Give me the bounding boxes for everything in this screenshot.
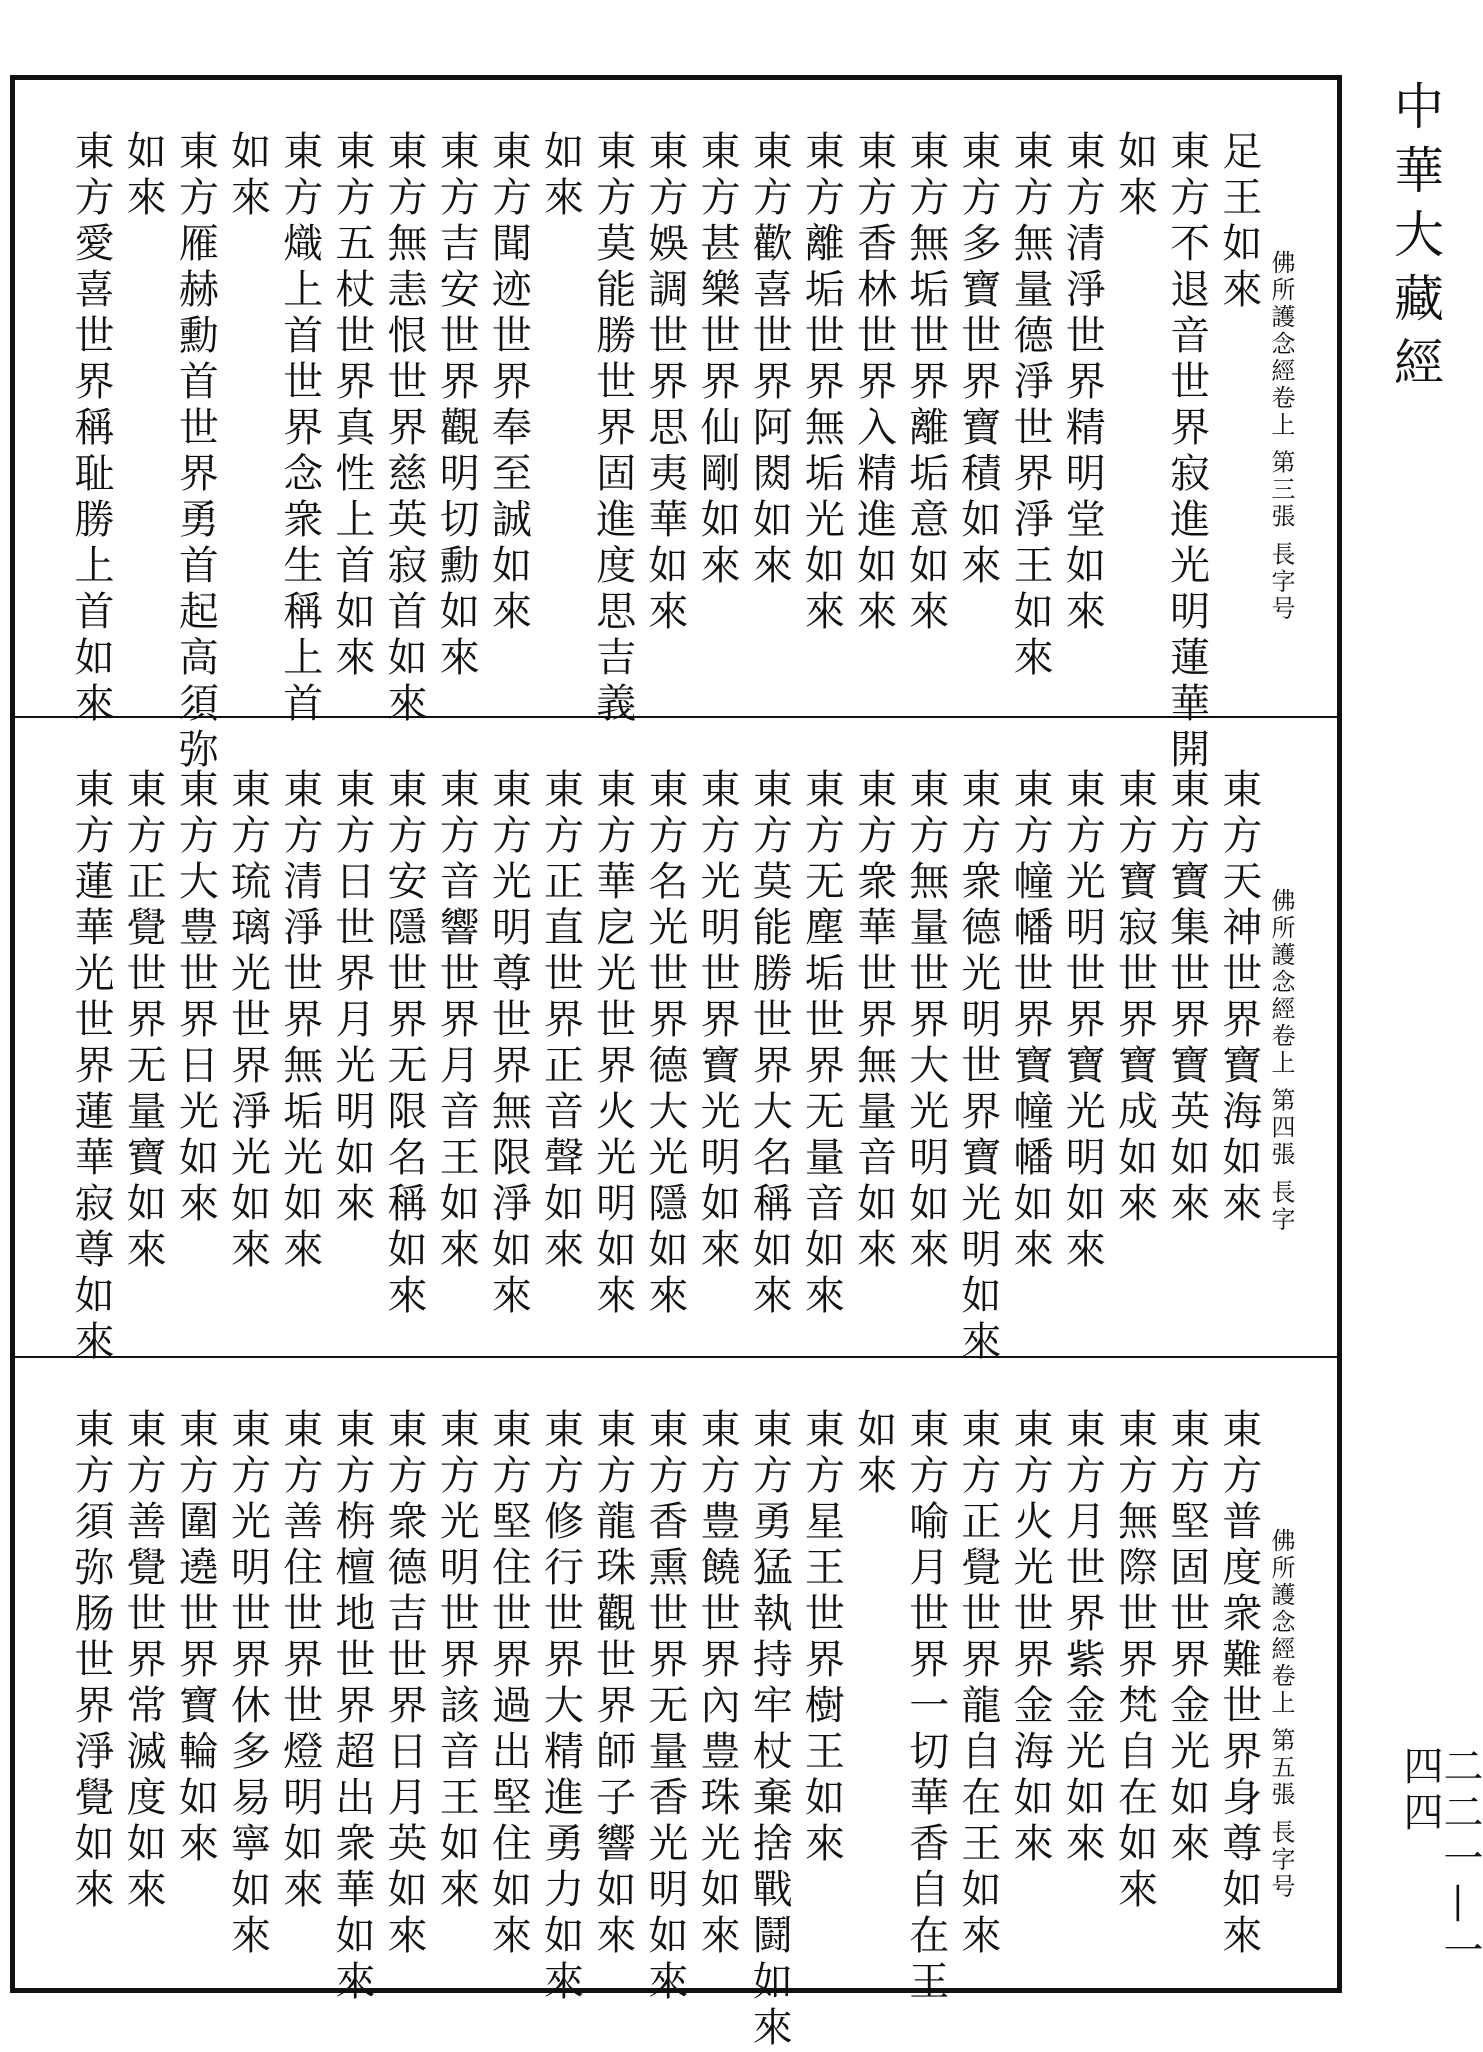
scripture-panel-3	[15, 1358, 1337, 2052]
text-line: 東方栴檀地世界超出衆華如來	[328, 1408, 375, 2006]
text-line: 東方圍遶世界寶輪如來	[172, 1408, 219, 1868]
text-line: 東方正覺世界无量寶如來	[120, 768, 167, 1274]
text-line: 東方月世界紫金光如來	[1059, 1408, 1106, 1868]
text-line: 東方堅住世界過出堅住如來	[485, 1408, 532, 1960]
text-line: 東方堅固世界金光如來	[1163, 1408, 1210, 1868]
text-line: 東方衆德光明世界寶光明如來	[954, 768, 1001, 1366]
text-line: 如來	[224, 130, 271, 222]
text-line: 足王如來	[1215, 130, 1262, 314]
text-line: 東方普度衆難世界身尊如來	[1215, 1408, 1262, 1960]
text-line: 東方天神世界寶海如來	[1215, 768, 1262, 1228]
page-number: 二二一—一四四	[1397, 1745, 1483, 1975]
text-line: 東方蓮華光世界蓮華寂尊如來	[68, 768, 114, 1366]
text-line: 東方無恚恨世界慈英寂首如來	[381, 130, 428, 728]
text-line: 東方琉璃光世界淨光如來	[224, 768, 271, 1274]
text-line: 東方名光世界德大光隱如來	[641, 768, 688, 1320]
text-line: 東方清淨世界無垢光如來	[276, 768, 323, 1274]
text-line: 東方華戹光世界火光明如來	[589, 768, 636, 1320]
text-line: 東方須弥肠世界淨覺如來	[68, 1408, 114, 1914]
collection-title: 中華大藏經	[1386, 80, 1444, 400]
text-line: 東方寶集世界寶英如來	[1163, 768, 1210, 1228]
text-line: 東方無際世界梵自在如來	[1111, 1408, 1158, 1914]
text-line: 東方清淨世界精明堂如來	[1059, 130, 1106, 636]
scripture-panel-2	[15, 718, 1337, 1366]
text-line: 東方無量世界大光明如來	[902, 768, 949, 1274]
text-line: 如來	[537, 130, 584, 222]
text-line: 東方熾上首世界念衆生稱上首	[276, 130, 323, 728]
text-line: 東方甚樂世界仙剛如來	[694, 130, 741, 590]
text-line: 如來	[1111, 130, 1158, 222]
text-line: 東方歡喜世界阿閦如來	[746, 130, 793, 590]
text-line: 東方光明世界休多易寧如來	[224, 1408, 271, 1960]
text-line: 東方善覺世界常滅度如來	[120, 1408, 167, 1914]
text-line: 東方不退音世界寂進光明蓮華開	[1163, 130, 1210, 774]
text-line: 東方光明世界寶光明如來	[694, 768, 741, 1274]
text-line: 東方莫能勝世界大名稱如來	[746, 768, 793, 1320]
folio-header: 佛所護念經卷上 第三張 長字号	[1266, 250, 1295, 623]
text-columns	[65, 130, 1297, 774]
page-frame	[10, 75, 1342, 2052]
text-line: 東方光明世界該音王如來	[433, 1408, 480, 1914]
text-line: 東方安隱世界无限名稱如來	[381, 768, 428, 1320]
text-line: 東方愛喜世界稱耻勝上首如來	[68, 130, 114, 728]
text-line: 東方幢幡世界寶幢幡如來	[1007, 768, 1054, 1274]
text-line: 東方修行世界大精進勇力如來	[537, 1408, 584, 2006]
text-line: 東方豊饒世界內豊珠光如來	[694, 1408, 741, 1960]
text-line: 東方火光世界金海如來	[1007, 1408, 1054, 1868]
text-line: 東方光明世界寶光明如來	[1059, 768, 1106, 1274]
folio-header: 佛所護念經卷上 第四張 長字	[1266, 888, 1295, 1234]
text-columns	[65, 768, 1297, 1366]
text-line: 東方香熏世界无量香光明如來	[641, 1408, 688, 2006]
text-line: 東方娛調世界思夷華如來	[641, 130, 688, 636]
folio-header: 佛所護念經卷上 第五張 長字号	[1266, 1528, 1295, 1901]
text-line: 東方聞迹世界奉至誠如來	[485, 130, 532, 636]
text-line: 東方吉安世界觀明切勳如來	[433, 130, 480, 682]
text-line: 東方衆華世界無量音如來	[850, 768, 897, 1274]
text-line: 東方音響世界月音王如來	[433, 768, 480, 1274]
text-line: 東方正覺世界龍自在王如來	[954, 1408, 1001, 1960]
text-line: 東方正直世界正音聲如來	[537, 768, 584, 1274]
text-line: 如來	[850, 1408, 897, 1500]
text-line: 東方喻月世界一切華香自在王	[902, 1408, 949, 2006]
text-line: 東方日世界月光明如來	[328, 768, 375, 1228]
text-line: 東方无塵垢世界无量音如來	[798, 768, 845, 1320]
text-line: 東方大豊世界日光如來	[172, 768, 219, 1228]
text-line: 東方光明尊世界無限淨如來	[485, 768, 532, 1320]
text-line: 東方五杖世界真性上首如來	[328, 130, 375, 682]
text-line: 東方善住世界世燈明如來	[276, 1408, 323, 1914]
text-line: 東方香林世界入精進如來	[850, 130, 897, 636]
text-line: 東方雁赫勳首世界勇首起高須弥	[172, 130, 219, 774]
text-line: 東方無垢世界離垢意如來	[902, 130, 949, 636]
text-line: 東方衆德吉世界日月英如來	[381, 1408, 428, 1960]
text-columns	[65, 1408, 1297, 2052]
text-line: 東方龍珠觀世界師子響如來	[589, 1408, 636, 1960]
text-line: 東方莫能勝世界固進度思吉義	[589, 130, 636, 728]
text-line: 東方勇猛執持牢杖棄捨戰鬪如來	[746, 1408, 793, 2052]
scripture-panel-1	[15, 80, 1337, 774]
text-line: 東方無量德淨世界淨王如來	[1007, 130, 1054, 682]
text-line: 東方離垢世界無垢光如來	[798, 130, 845, 636]
text-line: 東方寶寂世界寶成如來	[1111, 768, 1158, 1228]
text-line: 如來	[120, 130, 167, 222]
text-line: 東方多寶世界寶積如來	[954, 130, 1001, 590]
text-line: 東方星王世界樹王如來	[798, 1408, 845, 1868]
